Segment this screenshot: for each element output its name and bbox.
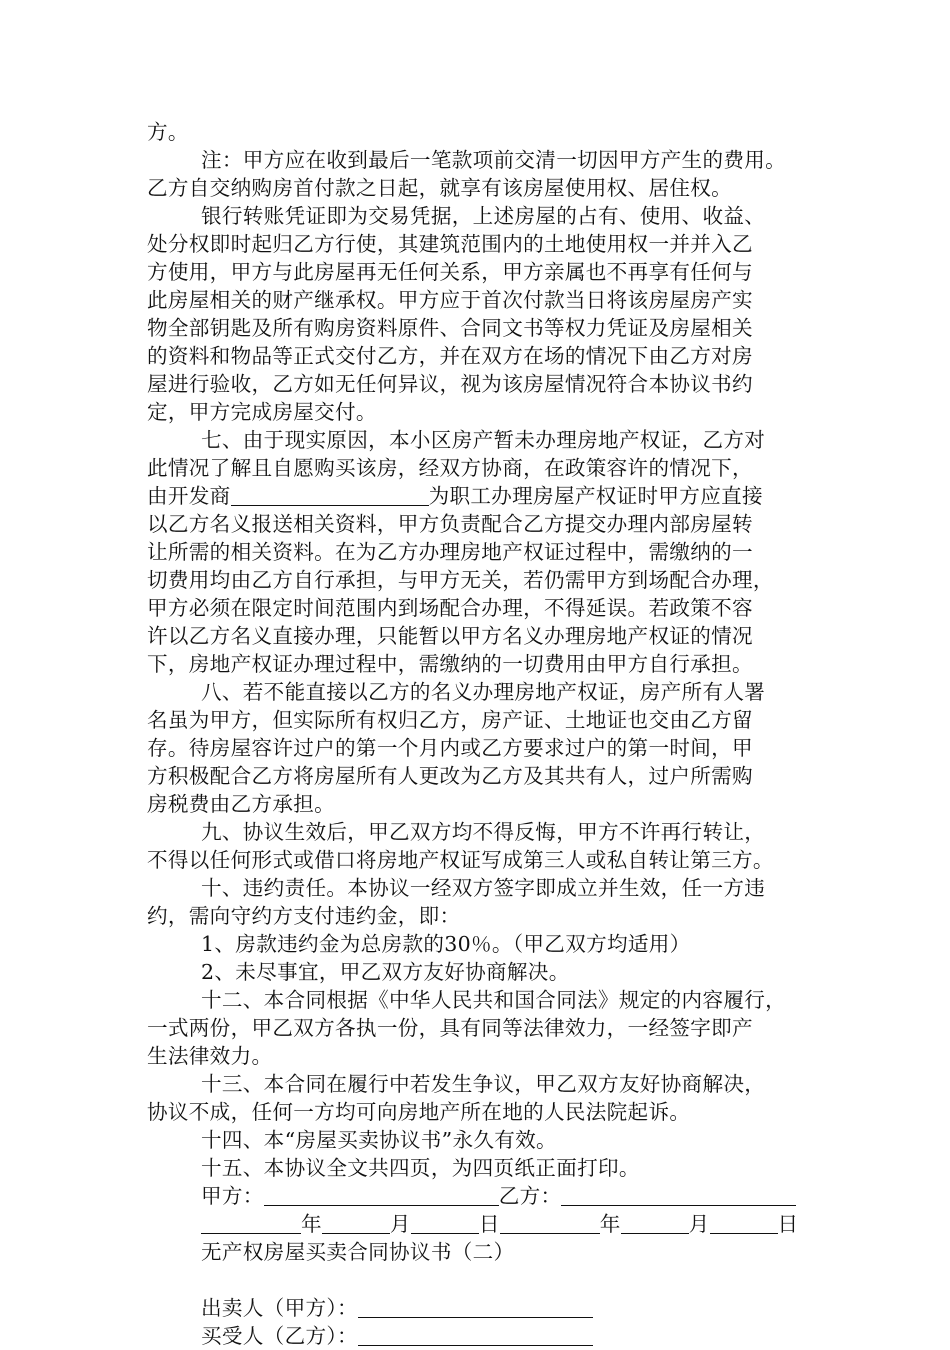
text-line: 许以乙方名义直接办理，只能暂以甲方名义办理房地产权证的情况 <box>147 624 753 648</box>
text-line: 定，甲方完成房屋交付。 <box>147 400 377 424</box>
text-line: 银行转账凭证即为交易凭据，上述房屋的占有、使用、收益、 <box>201 204 766 228</box>
text-line: 七、由于现实原因，本小区房产暂未办理房地产权证，乙方对 <box>201 428 766 452</box>
text-line: 方积极配合乙方将房屋所有人更改为乙方及其共有人，过户所需购 <box>147 764 753 788</box>
month-b-label: 月 <box>688 1212 710 1236</box>
text-line: 一式两份，甲乙双方各执一份，具有同等法律效力，一经签字即产 <box>147 1016 753 1040</box>
text-line: 此房屋相关的财产继承权。甲方应于首次付款当日将该房屋房产实 <box>147 288 753 312</box>
text-line: 甲方必须在限定时间范围内到场配合办理，不得延误。若政策不容 <box>147 596 753 620</box>
seller-label: 出卖人（甲方）： <box>201 1296 358 1320</box>
seller-blank[interactable] <box>358 1297 593 1318</box>
text-line: 八、若不能直接以乙方的名义办理房地产权证，房产所有人署 <box>201 680 766 704</box>
buyer-blank[interactable] <box>358 1325 593 1346</box>
text-line: 此情况了解且自愿购买该房，经双方协商，在政策容许的情况下， <box>147 456 753 480</box>
month-a-blank[interactable] <box>322 1213 390 1234</box>
party-b-blank[interactable] <box>561 1185 796 1206</box>
text-line: 物全部钥匙及所有购房资料原件、合同文书等权力凭证及房屋相关 <box>147 316 753 340</box>
developer-line-before: 由开发商 <box>147 484 231 508</box>
signature-date-line <box>147 1210 807 1238</box>
text-line: 存。待房屋容许过户的第一个月内或乙方要求过户的第一时间，甲 <box>147 736 753 760</box>
party-a-label: 甲方： <box>201 1184 264 1208</box>
text-line: 以乙方名义报送相关资料，甲方负责配合乙方提交办理内部房屋转 <box>147 512 753 536</box>
month-b-blank[interactable] <box>621 1213 689 1234</box>
party-a-blank[interactable] <box>264 1185 499 1206</box>
text-line: 十二、本合同根据《中华人民共和国合同法》规定的内容履行， <box>201 988 787 1012</box>
seller-line <box>147 1294 807 1322</box>
text-line: 切费用均由乙方自行承担，与甲方无关，若仍需甲方到场配合办理， <box>147 568 774 592</box>
text-line: 生法律效力。 <box>147 1044 273 1068</box>
text-line: 十三、本合同在履行中若发生争议，甲乙双方友好协商解决， <box>201 1072 766 1096</box>
party-b-label: 乙方： <box>498 1184 562 1208</box>
document-page <box>147 118 807 1350</box>
developer-blank[interactable] <box>231 485 429 506</box>
text-line: 名虽为甲方，但实际所有权归乙方，房产证、土地证也交由乙方留 <box>147 708 753 732</box>
text-line: 1、房款违约金为总房款的30％。（甲乙双方均适用） <box>201 932 691 956</box>
document-body-part-2 <box>147 510 807 1182</box>
text-line: 方。 <box>147 120 189 144</box>
signature-parties-line <box>147 1182 807 1210</box>
developer-line-after: 为职工办理房屋产权证时甲方应直接 <box>428 484 763 508</box>
document-body-part-1 <box>147 118 807 482</box>
text-line: 九、协议生效后，甲乙双方均不得反悔，甲方不许再行转让， <box>201 820 766 844</box>
buyer-line <box>147 1322 807 1350</box>
text-line: 约，需向守约方支付违约金，即： <box>147 904 461 928</box>
day-a-blank[interactable] <box>411 1213 479 1234</box>
day-b-blank[interactable] <box>710 1213 778 1234</box>
text-line: 十五、本协议全文共四页，为四页纸正面打印。 <box>201 1156 640 1180</box>
text-line: 不得以任何形式或借口将房地产权证写成第三人或私自转让第三方。 <box>147 848 774 872</box>
developer-line <box>147 482 807 510</box>
text-line: 十四、本“房屋买卖协议书”永久有效。 <box>201 1128 557 1152</box>
text-line: 让所需的相关资料。在为乙方办理房地产权证过程中，需缴纳的一 <box>147 540 753 564</box>
day-b-label: 日 <box>777 1212 799 1236</box>
text-line: 的资料和物品等正式交付乙方，并在双方在场的情况下由乙方对房 <box>147 344 753 368</box>
text-line: 屋进行验收，乙方如无任何异议，视为该房屋情况符合本协议书约 <box>147 372 753 396</box>
text-line: 房税费由乙方承担。 <box>147 792 336 816</box>
buyer-label: 买受人（乙方）： <box>201 1324 358 1348</box>
text-line: 注：甲方应在收到最后一笔款项前交清一切因甲方产生的费用。 <box>201 148 787 172</box>
text-line: 协议不成，任何一方均可向房地产所在地的人民法院起诉。 <box>147 1100 691 1124</box>
text-line: 十、违约责任。本协议一经双方签字即成立并生效，任一方违 <box>201 876 766 900</box>
month-a-label: 月 <box>389 1212 411 1236</box>
text-line: 2、未尽事宜，甲乙双方友好协商解决。 <box>201 960 570 984</box>
text-line: 处分权即时起归乙方行使，其建筑范围内的土地使用权一并并入乙 <box>147 232 753 256</box>
year-a-blank[interactable] <box>201 1213 301 1234</box>
text-line: 下，房地产权证办理过程中，需缴纳的一切费用由甲方自行承担。 <box>147 652 753 676</box>
text-line: 方使用，甲方与此房屋再无任何关系，甲方亲属也不再享有任何与 <box>147 260 753 284</box>
contract-subtitle: 无产权房屋买卖合同协议书（二） <box>201 1240 515 1264</box>
year-a-label: 年 <box>301 1212 322 1236</box>
year-b-label: 年 <box>599 1212 621 1236</box>
day-a-label: 日 <box>478 1212 500 1236</box>
year-b-blank[interactable] <box>500 1213 600 1234</box>
text-line: 乙方自交纳购房首付款之日起，就享有该房屋使用权、居住权。 <box>147 176 733 200</box>
